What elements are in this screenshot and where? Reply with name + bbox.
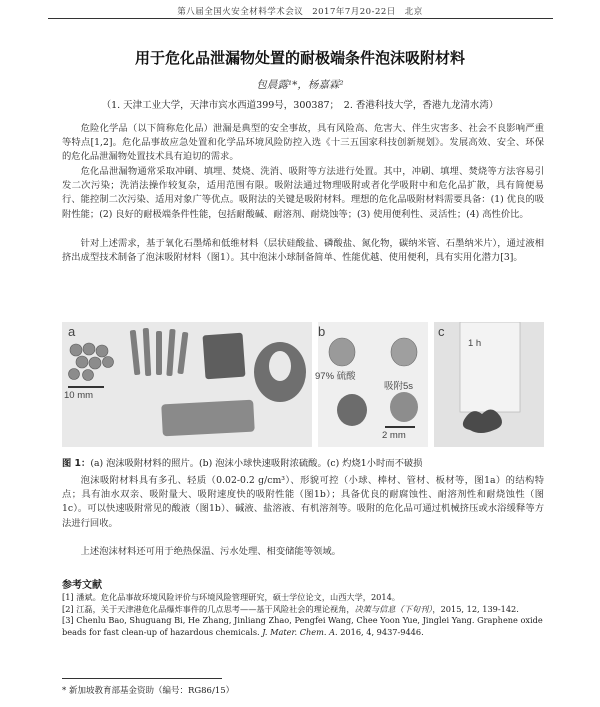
reference-journal: 决策与信息（下旬刊） <box>354 603 433 614</box>
panel-label-c: c <box>438 324 445 339</box>
footnote: * 新加坡教育部基金资助（编号：RG86/15） <box>62 686 235 696</box>
reference-list <box>62 592 544 638</box>
foam-tube-hole <box>269 351 291 381</box>
reference-tail: ，2015, 12, 139-142. <box>432 603 519 614</box>
caption-text: (a) 泡沫吸附材料的照片。(b) 泡沫小球快速吸附浓硫酸。(c) 灼烧1小时而不破损 <box>90 458 423 469</box>
reference-item <box>62 604 544 616</box>
bead-before-absorb <box>329 338 355 366</box>
crucible <box>460 322 520 412</box>
footnote-rule <box>62 678 222 679</box>
reference-text: 潘斌。危化品事故环境风险评价与环境风险管理研究，硕士学位论文，山西大学，2014。 <box>76 592 400 602</box>
reference-number: [2] <box>62 603 74 614</box>
foam-bead <box>69 369 80 380</box>
bead-sample <box>391 338 417 366</box>
reference-journal: J. Mater. Chem. A. <box>262 626 338 637</box>
figure-1 <box>62 322 544 447</box>
label-burn-time: 1 h <box>468 338 482 349</box>
reference-tail: 2016, 4, 9437-9446. <box>337 626 424 637</box>
foam-bead <box>83 370 94 381</box>
paper-title: 用于危化品泄漏物处置的耐极端条件泡沫吸附材料 <box>134 49 465 67</box>
running-head: 第八届全国火安全材料学术会议 2017年7月20-22日 北京 <box>177 7 423 17</box>
bead-after-absorb <box>390 392 418 422</box>
foam-plate <box>161 400 255 437</box>
scale-bar-a <box>68 386 104 388</box>
foam-bead <box>89 357 101 369</box>
reference-text: Chenlu Bao, Shuguang Bi, He Zhang, Jinliang Zhao, Pengfei Wang, Chee Yoon Yue, Jinglei Yang. Graphene oxide beads for fast clean-up of hazardous chemicals. <box>62 615 543 637</box>
scale-bar-b <box>385 426 415 428</box>
references-heading: 参考文献 <box>62 580 102 591</box>
body-paragraph-5: 上述泡沫材料还可用于绝热保温、污水处理、相变储能等领域。 <box>80 546 341 557</box>
reference-item <box>62 615 544 638</box>
foam-bead <box>83 343 95 355</box>
foam-bead <box>70 344 82 356</box>
label-sulfuric-acid: 97% 硫酸 <box>315 371 356 382</box>
figure-1-caption <box>62 455 544 469</box>
panel-label-b: b <box>318 324 326 339</box>
body-paragraph-3: 针对上述需求，基于氧化石墨烯和低维材料（层状硅酸盐、磷酸盐、氮化物，碳纳米管、石墨纳米片），通过液相挤出成型技术制备了泡沫吸附材料（图1）。其中泡沫小球制备简单、性能优越、使用便利，具有实用化潜力[3]。 <box>62 238 544 264</box>
bead-in-acid <box>337 394 367 426</box>
header-rule <box>48 18 553 19</box>
caption-label: 图 1： <box>62 458 91 469</box>
panel-label-a: a <box>68 324 76 339</box>
reference-item <box>62 592 544 604</box>
body-paragraph-2: 危化品泄漏物通常采取冲刷、填埋、焚烧、洗消、吸附等方法进行处置。其中，冲刷、填埋、焚烧等方法容易引发二次污染；洗消法操作较复杂，适用范围有限。吸附法通过物理吸附或者化学吸附中和危化品扩散，具有简便易行、能控制二次污染、适用对象广等优点。吸附法的关键是吸附材料。理想的危化品吸附材料需要具备：(1) 优良的吸附性能；(2) 良好的耐极端条件性能，包括耐酸碱、耐溶剂、耐烧蚀等；(3) 使用便利性、灵活性；(4) 高性价比。 <box>62 166 544 220</box>
label-absorb-5s: 吸附5s <box>384 381 414 392</box>
scale-label-a: 10 mm <box>64 390 94 401</box>
scale-label-b: 2 mm <box>382 430 406 441</box>
body-paragraph-4: 泡沫吸附材料具有多孔、轻质（0.02-0.2 g/cm³）、形貌可控（小球、棒材、管材、板材等，图1a）的结构特点；具有油水双亲、吸附量大、吸附速度快的吸附性能（图1b）；具备优良的耐腐蚀性、耐溶剂性和耐烧蚀性（图1c）。可以快速吸附常见的酸液（图1b）、碱液、盐溶液、有机溶剂等。吸附的危化品可通过机械挤压或水浴缓释等方法进行回收。 <box>62 475 544 529</box>
foam-bead <box>103 357 114 368</box>
foam-bead <box>96 345 108 357</box>
reference-text: 江磊，关于天津港危化品爆炸事件的几点思考——基于风险社会的理论视角， <box>76 603 355 614</box>
foam-film <box>203 333 246 380</box>
body-paragraph-1: 危险化学品（以下简称危化品）泄漏是典型的安全事故，具有风险高、危害大、伴生灾害多、社会不良影响严重等特点[1,2]。危化品事故应急处置和化学品环境风险防控入选《十三五国家科技创新规划》。发展高效、安全、环保的危化品泄漏物处置技术具有迫切的需求。 <box>62 123 544 163</box>
paper-affiliation: （1. 天津工业大学，天津市宾水西道399号，300387； 2. 香港科技大学，香港九龙清水湾） <box>101 100 499 111</box>
reference-number: [1] <box>62 592 74 602</box>
foam-bead <box>76 356 88 368</box>
reference-number: [3] <box>62 615 74 625</box>
paper-authors: 包晨露¹*，杨嘉霖² <box>256 79 344 91</box>
foam-rod <box>156 331 162 375</box>
